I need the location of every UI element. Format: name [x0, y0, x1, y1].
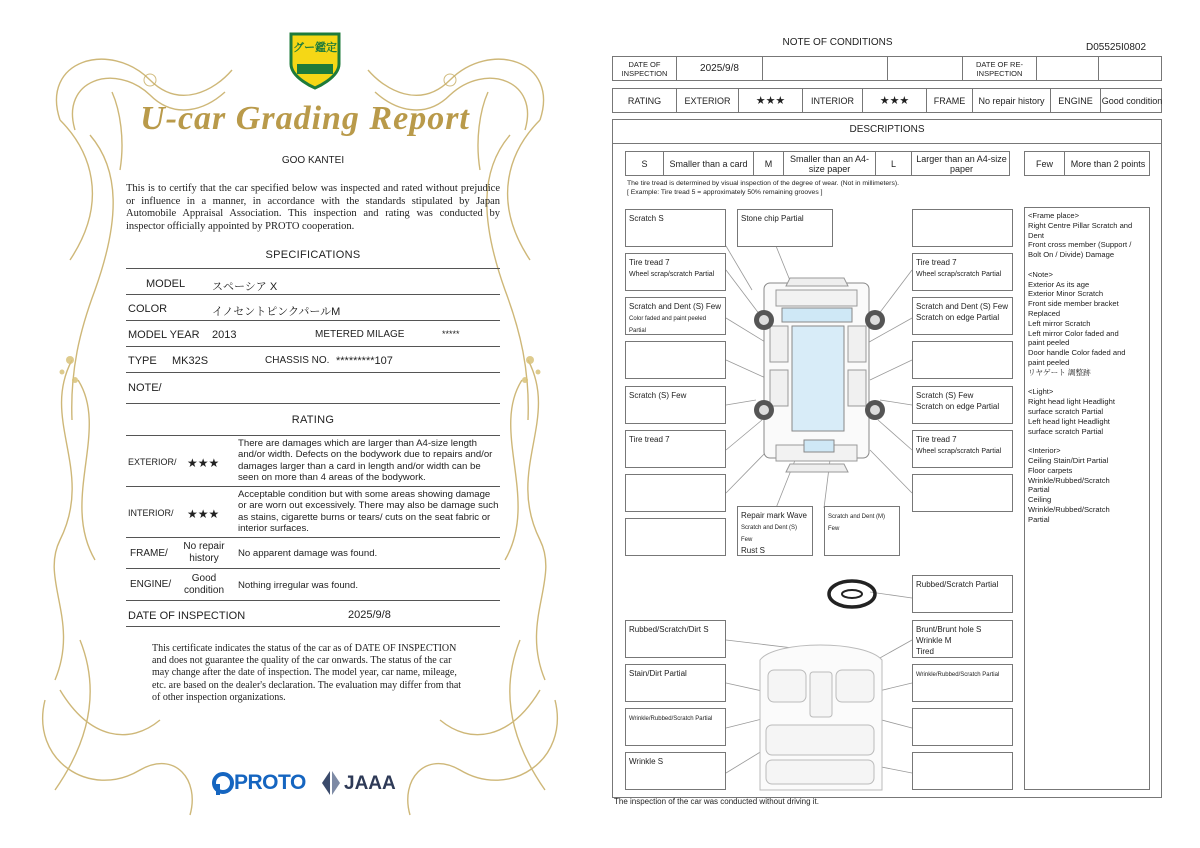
legend-l-desc: Larger than an A4-size paper	[916, 153, 1007, 174]
label-box	[625, 430, 726, 468]
frame-description: No apparent damage was found.	[238, 548, 378, 559]
note-line	[1028, 436, 1146, 446]
jaaa-logo	[320, 769, 400, 797]
label-box	[625, 664, 726, 702]
note-line: <Frame place>	[1028, 211, 1080, 220]
label-box	[912, 386, 1013, 424]
date-of-inspection-row	[126, 601, 500, 627]
label-box	[625, 752, 726, 790]
condition-label: Scratch and Dent (S) Few	[629, 302, 722, 311]
exterior-label: EXTERIOR/	[128, 457, 177, 467]
label-box	[625, 620, 726, 658]
note-line: Exterior Minor Scratch	[1028, 289, 1104, 299]
condition-label: Rubbed/Scratch/Dirt S	[629, 625, 709, 634]
engine-label: ENGINE/	[130, 579, 172, 590]
condition-label: Stone chip Partial	[741, 214, 804, 223]
condition-label: Wheel scrap/scratch Partial	[916, 271, 1002, 278]
condition-label: Rubbed/Scratch Partial	[916, 580, 999, 589]
mileage-label: METERED MILAGE	[315, 329, 405, 340]
note-line: Exterior As its age	[1028, 279, 1090, 289]
model-year-value: 2013	[212, 329, 237, 341]
condition-label: Wrinkle/Rubbed/Scratch Partial	[916, 672, 1000, 678]
note-line: Partial	[1028, 514, 1050, 524]
label-box	[625, 518, 726, 556]
interior-stars: ★★★	[863, 89, 927, 112]
note-line	[1028, 378, 1146, 388]
note-line: surface scratch Partial	[1028, 426, 1104, 436]
label-box	[912, 620, 1013, 658]
frame-value: No repair history	[973, 89, 1051, 112]
proto-logo	[212, 769, 312, 797]
conditions-title: NOTE OF CONDITIONS	[782, 37, 893, 48]
goo-kantei-badge	[287, 30, 343, 90]
legend-l: L	[876, 152, 912, 175]
note-line: Door handle Color faded and	[1028, 348, 1126, 358]
label-box	[625, 341, 726, 379]
chassis-label: CHASSIS NO.	[265, 355, 330, 366]
condition-label: Scratch and Dent (S) Few	[741, 525, 798, 543]
rating-row-exterior	[126, 436, 500, 487]
legend-few: Few	[1025, 152, 1065, 175]
proto-wordmark: PROTO	[234, 771, 306, 794]
spec-row-color	[126, 295, 500, 321]
condition-label: Wheel scrap/scratch Partial	[629, 271, 715, 278]
descriptions-heading: DESCRIPTIONS	[849, 124, 925, 135]
label-box	[737, 506, 813, 556]
note-line: Right Centre Pillar Scratch and	[1028, 220, 1133, 230]
note-line: Dent	[1028, 230, 1045, 240]
condition-label: Wrinkle S	[629, 757, 664, 766]
condition-label: Stain/Dirt Partial	[629, 669, 687, 678]
report-subtitle: GOO KANTEI	[281, 155, 345, 166]
label-box	[824, 506, 900, 556]
rating-row-engine	[126, 569, 500, 601]
note-line: Floor carpets	[1028, 465, 1073, 475]
label-box	[737, 209, 833, 247]
condition-label: Wheel scrap/scratch Partial	[916, 448, 1002, 455]
condition-label: Scratch S	[629, 214, 664, 223]
spec-row-model	[126, 270, 500, 295]
label-box	[912, 474, 1013, 512]
legend-m-desc: Smaller than an A4-size paper	[784, 152, 876, 175]
rating-row-frame	[126, 538, 500, 569]
label-box	[912, 209, 1013, 247]
rating-label: RATING	[613, 89, 677, 112]
type-label: TYPE	[128, 355, 157, 367]
label-box	[625, 297, 726, 335]
divider	[126, 268, 500, 269]
note-line: <Interior>	[1028, 446, 1061, 456]
note-line: Partial	[1028, 485, 1050, 495]
condition-label: Scratch on edge Partial	[916, 402, 1000, 411]
exterior-stars: ★★★	[739, 89, 803, 112]
model-label: MODEL	[146, 278, 186, 290]
legend-s-desc: Smaller than a card	[664, 152, 754, 175]
condition-label: Wrinkle M	[916, 636, 952, 645]
note-line: <Note>	[1028, 269, 1053, 279]
chassis-value: *********107	[336, 355, 393, 367]
label-box	[912, 664, 1013, 702]
label-box	[912, 708, 1013, 746]
car-interior-view	[760, 645, 882, 790]
note-line: Left mirror Scratch	[1028, 318, 1091, 328]
note-line: Ceiling	[1028, 495, 1052, 505]
label-box	[912, 341, 1013, 379]
note-line: Right head light Headlight	[1028, 397, 1115, 407]
exterior-label: EXTERIOR	[677, 89, 739, 112]
notes-panel	[1024, 207, 1150, 790]
note-label: NOTE/	[128, 382, 162, 394]
specifications-heading: SPECIFICATIONS	[265, 249, 361, 261]
conditions-footer: The inspection of the car was conducted without driving it.	[614, 797, 819, 806]
condition-label: Tire tread 7	[916, 258, 957, 267]
condition-label: Tire tread 7	[629, 435, 670, 444]
badge-text: グー鑑定	[293, 42, 337, 54]
interior-stars: ★★★	[187, 507, 220, 521]
date-reinspection-label: DATE OF RE-INSPECTION	[963, 57, 1037, 80]
note-line: Front side member bracket	[1028, 299, 1119, 309]
note-line: <Light>	[1028, 387, 1054, 397]
jaaa-mark-icon	[320, 769, 342, 797]
date-inspection-label: DATE OF INSPECTION	[613, 57, 677, 80]
legend-s: S	[626, 152, 664, 175]
model-value: スペーシア X	[212, 281, 278, 293]
label-box	[912, 253, 1013, 291]
steering-wheel-icon	[829, 581, 875, 607]
label-box	[625, 253, 726, 291]
engine-value: Good condition	[183, 573, 225, 596]
note-line: surface scratch Partial	[1028, 406, 1104, 416]
note-line: Front cross member (Support /	[1028, 240, 1132, 250]
condition-label: Rust S	[741, 546, 766, 555]
color-label: COLOR	[128, 303, 168, 315]
spec-row-type	[126, 347, 500, 373]
label-box	[912, 430, 1013, 468]
date-inspection-value: 2025/9/8	[677, 57, 763, 80]
frame-value: No repair history	[183, 541, 225, 564]
document-id: D05525I0802	[1086, 42, 1147, 53]
type-value: MK32S	[172, 355, 209, 367]
car-top-view	[754, 278, 885, 472]
certificate-footer: This certificate indicates the status of the car as of DATE OF INSPECTION and does not guarantee the quality of the car onwards. The status of the car may change after the date of inspection. The model year, car name, mileage, etc. are based on the dealer's declaration. The evaluation may differ from that of other inspection organizations.	[152, 643, 462, 703]
note-of-conditions	[600, 0, 1200, 848]
condition-label: Tire tread 7	[916, 435, 957, 444]
notes-list	[1028, 211, 1146, 525]
label-box	[912, 297, 1013, 335]
note-line: Wrinkle/Rubbed/Scratch	[1028, 475, 1110, 485]
note-line: Left mirror Color faded and	[1028, 328, 1119, 338]
interior-label: INTERIOR/	[128, 508, 174, 518]
spec-row-year	[126, 321, 500, 347]
label-box	[625, 474, 726, 512]
condition-label: Color faded and paint peeled Partial	[629, 316, 707, 334]
legend-few-desc: More than 2 points	[1070, 158, 1146, 169]
note-line: Wrinkle/Rubbed/Scratch	[1028, 504, 1110, 514]
condition-label: Scratch and Dent (S) Few	[916, 302, 1009, 311]
label-box	[625, 386, 726, 424]
doi-value: 2025/9/8	[348, 609, 391, 621]
label-box	[912, 752, 1013, 790]
rating-heading: RATING	[291, 414, 335, 426]
condition-label: Wrinkle/Rubbed/Scratch Partial	[629, 716, 713, 722]
doi-label: DATE OF INSPECTION	[128, 610, 246, 622]
model-year-label: MODEL YEAR	[128, 329, 200, 341]
exterior-stars: ★★★	[187, 456, 220, 470]
label-box	[912, 575, 1013, 613]
condition-label: Repair mark Wave	[741, 511, 807, 520]
condition-label: Scratch on edge Partial	[916, 313, 1000, 322]
tire-note: The tire tread is determined by visual inspection of the degree of wear. (Not in millimeters).	[627, 180, 899, 187]
proto-mark-icon	[212, 770, 234, 796]
exterior-description: There are damages which are larger than A4-size length and/or width. Defects on the bodywork due to repairs and/or damages larger than a card in length and/or width can be seen on more than 4 areas of the bodywork.	[238, 438, 493, 484]
note-line: paint peeled	[1028, 338, 1070, 348]
note-line: paint peeled	[1028, 357, 1070, 367]
report-title: U-car Grading Report	[140, 100, 470, 137]
condition-label: Scratch (S) Few	[629, 391, 687, 400]
mileage-value: *****	[442, 329, 460, 339]
condition-label: Tire tread 7	[629, 258, 670, 267]
condition-label: Tired	[916, 647, 934, 656]
label-box	[625, 708, 726, 746]
note-line: Replaced	[1028, 308, 1061, 318]
note-line	[1028, 260, 1146, 270]
note-line: Ceiling Stain/Dirt Partial	[1028, 455, 1109, 465]
condition-label: Brunt/Brunt hole S	[916, 625, 982, 634]
engine-description: Nothing irregular was found.	[238, 580, 358, 591]
jaaa-wordmark: JAAA	[344, 773, 396, 794]
frame-label: FRAME	[927, 89, 973, 112]
tire-example: [ Example: Tire tread 5 = approximately 50% remaining grooves ]	[627, 189, 823, 196]
spec-row-note	[126, 373, 500, 404]
note-line: リヤゲート 調整跡	[1028, 367, 1091, 377]
interior-label: INTERIOR	[803, 89, 863, 112]
color-value: イノセントピンクパールM	[212, 306, 341, 318]
label-box	[625, 209, 726, 247]
condition-label: Scratch (S) Few	[916, 391, 974, 400]
note-line: Bolt On / Divide) Damage	[1028, 250, 1115, 260]
interior-description: Acceptable condition but with some areas showing damage or are worn out excessively. There may also be damage such as stains, cigarette burns or tears/ cuts on the seat fabric or interior surfaces.	[238, 489, 499, 535]
legend-m: M	[754, 152, 784, 175]
engine-value: Good condition	[1101, 95, 1163, 106]
engine-label: ENGINE	[1051, 89, 1101, 112]
rating-row-interior	[126, 487, 500, 538]
certification-intro: This is to certify that the car specified below was inspected and rated without prejudice or influence in a manner, in accordance with the standards stipulated by Japan Automobile Appraisal Association. This inspection and rating was conducted by inspector officially appointed by PROTO cooperation.	[126, 183, 500, 232]
note-line: Left head light Headlight	[1028, 416, 1110, 426]
frame-label: FRAME/	[130, 548, 168, 559]
condition-label: Scratch and Dent (M) Few	[828, 514, 886, 532]
